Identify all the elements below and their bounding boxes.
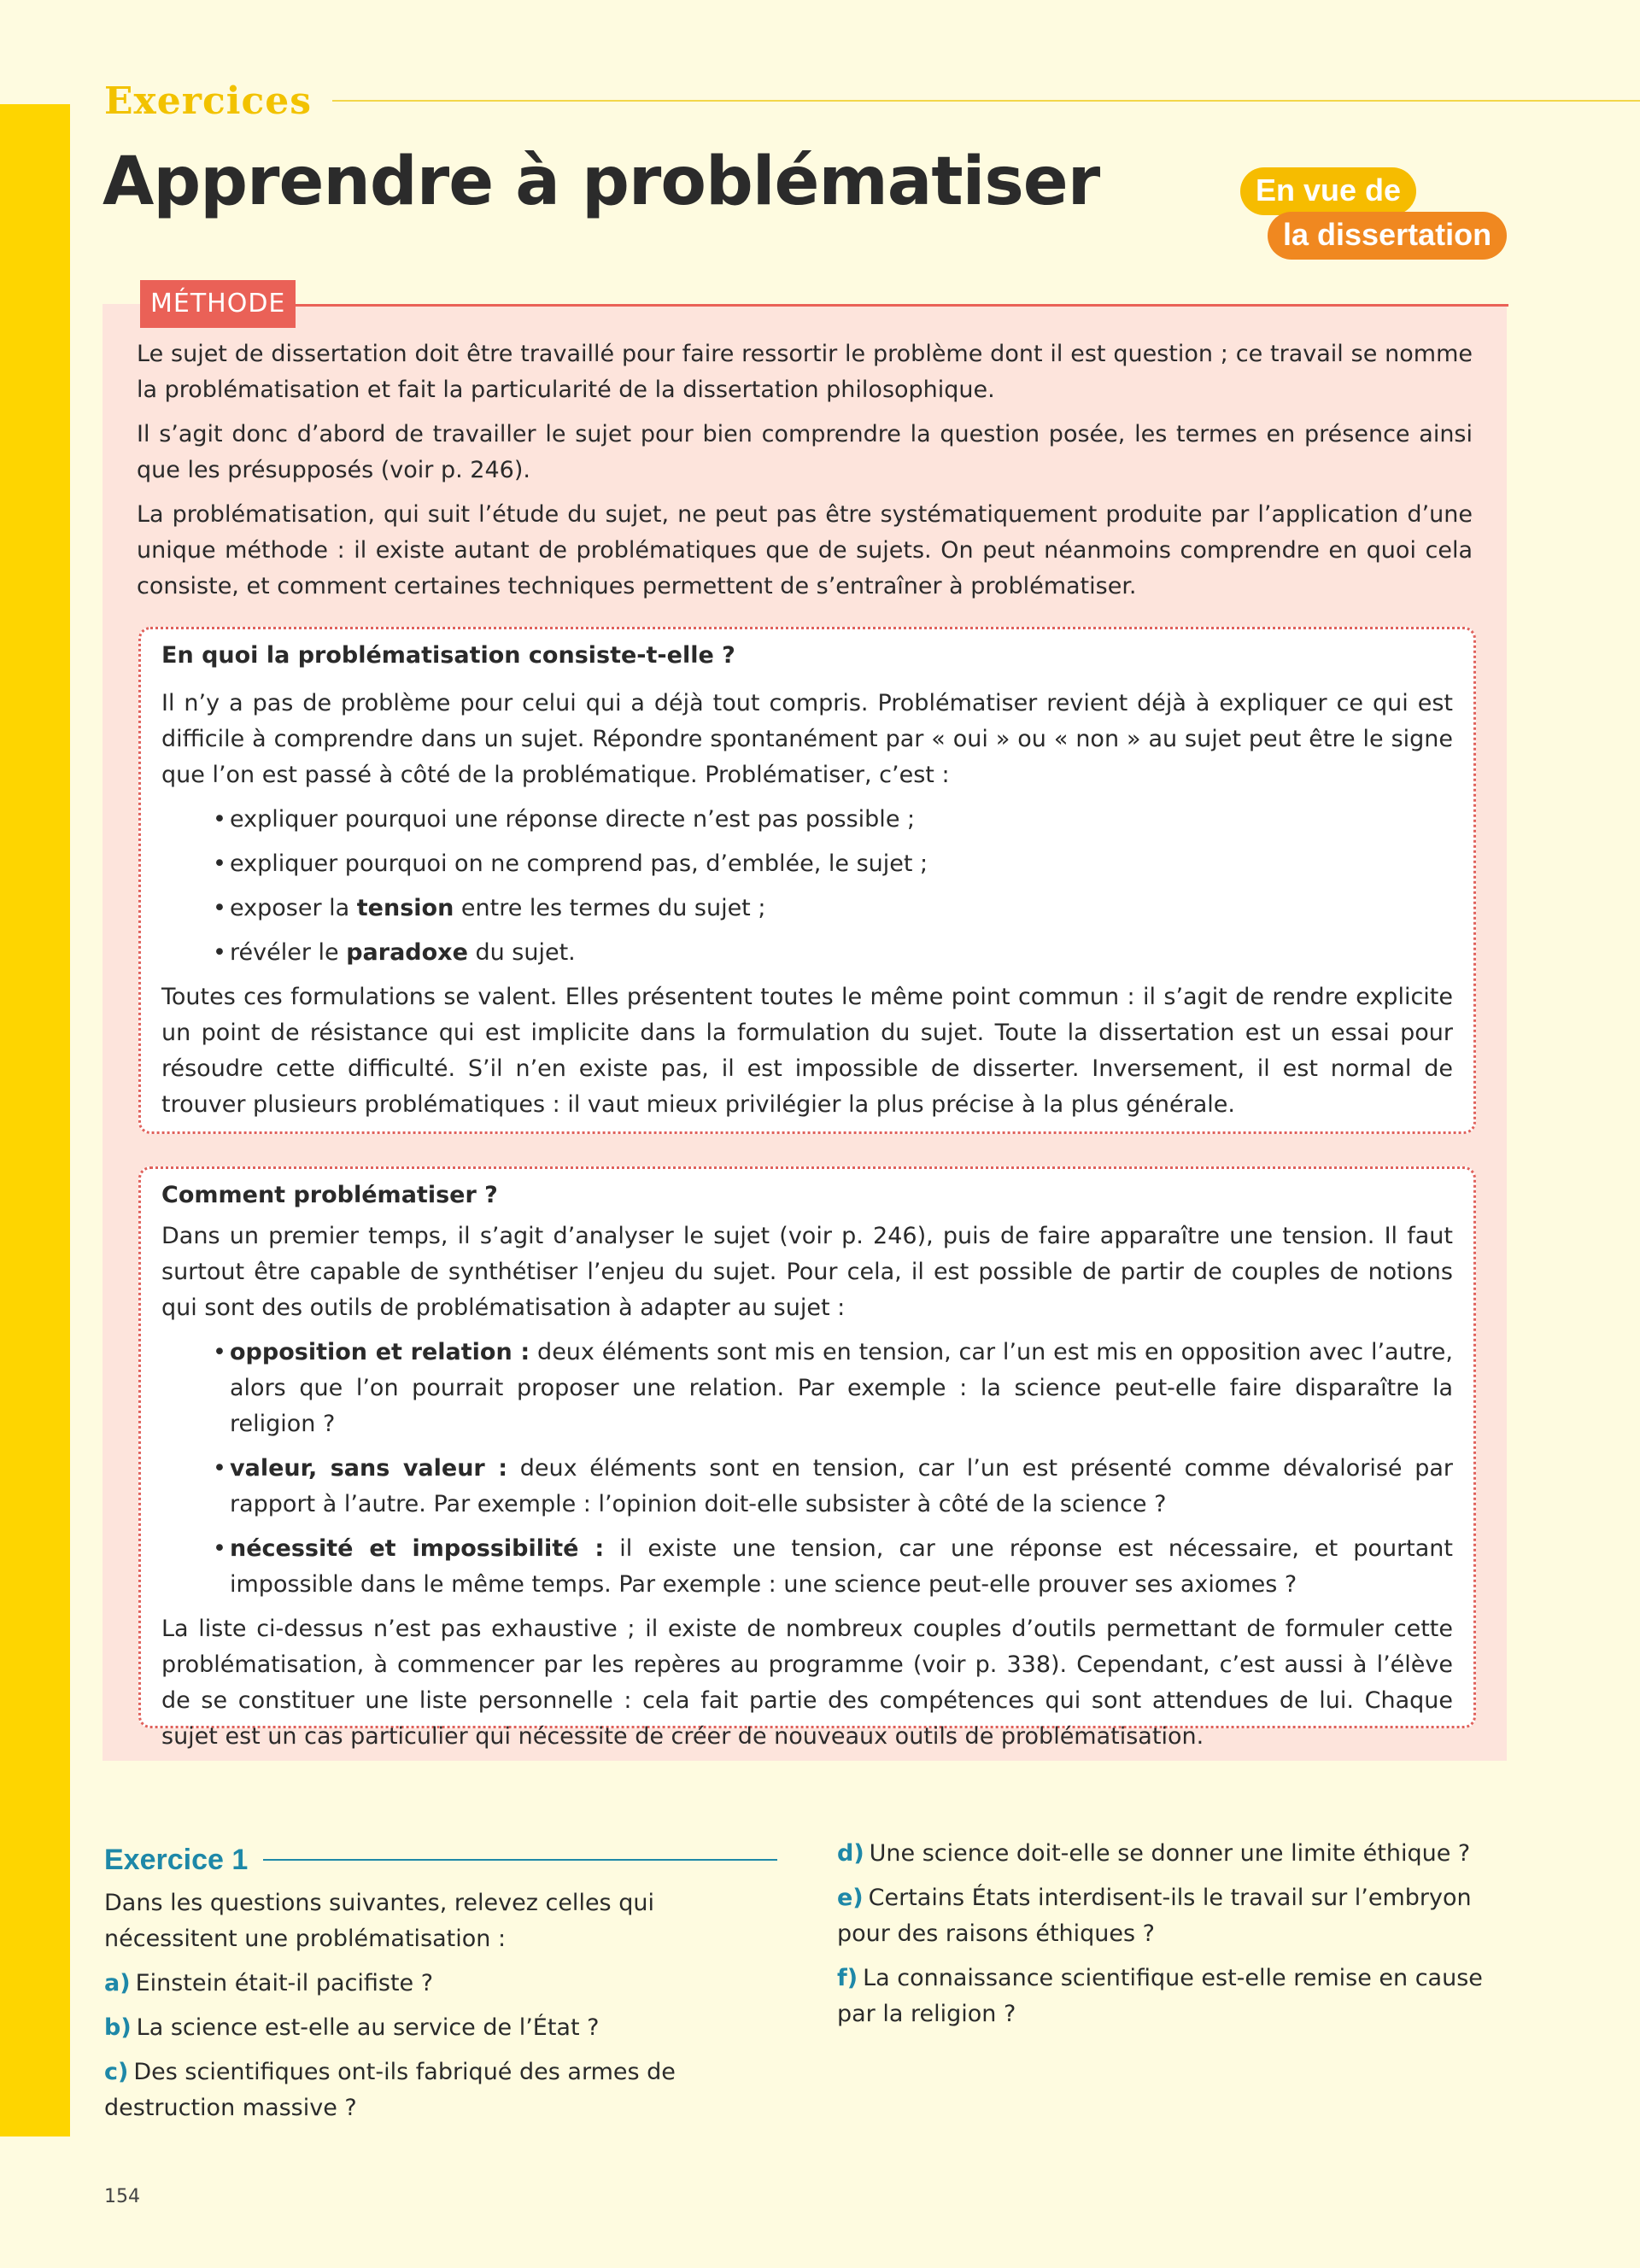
exercise-rule <box>263 1859 777 1861</box>
box-how-to-problematize <box>138 1166 1476 1750</box>
page-number: 154 <box>104 2186 140 2207</box>
question-letter: a) <box>104 1970 131 1996</box>
exercise-question: c) Des scientifiques ont-ils fabriqué des armes de destruction massive ? <box>104 2059 676 2121</box>
method-rule <box>290 304 1508 307</box>
tools-list <box>161 1335 1453 1603</box>
page-title: Apprendre à problématiser <box>102 143 1100 220</box>
exercise-instruction: Dans les questions suivantes, relevez celles qui nécessitent une problématisation : <box>104 1890 654 1952</box>
box-closing: Toutes ces formulations se valent. Elles présentent toutes le même point commun : il s’agit de rendre explicite un point de résistance qui est implicite dans la formulation du sujet. Toute la dissertation est un essai pour résoudre cette difficulté. S’il n’en existe pas, il est impossible de disserter. Inversement, il est normal de trouver plusieurs problématiques : il vaut mieux privilégier la plus précise à la plus générale. <box>161 984 1453 1118</box>
question-letter: b) <box>104 2014 132 2041</box>
method-tab: MÉTHODE <box>140 280 296 328</box>
intro-paragraph: La problématisation, qui suit l’étude du sujet, ne peut pas être systématiquement produite par l’application d’une unique méthode : il existe autant de problématiques que de sujets. On peut néanmoins comprendre en quoi cela consiste, et comment certaines techniques permettent de s’entraîner à problématiser. <box>137 501 1473 599</box>
keyword: valeur, sans valeur : <box>230 1455 508 1482</box>
list-item: • nécessité et impossibilité : il existe une tension, car une réponse est nécessaire, et pourtant impossible dans le même temps. Par exemple : une science peut-elle prouver ses axiomes ? <box>213 1531 1453 1603</box>
definition-list <box>161 802 1453 971</box>
method-intro <box>137 336 1473 613</box>
question-letter: c) <box>104 2059 129 2085</box>
box-title: En quoi la problématisation consiste-t-elle ? <box>161 642 735 669</box>
exercise-question: d) Une science doit-elle se donner une limite éthique ? <box>837 1840 1471 1867</box>
exercise-question: b) La science est-elle au service de l’État ? <box>104 2014 600 2041</box>
question-letter: d) <box>837 1840 864 1867</box>
exercise-question: a) Einstein était-il pacifiste ? <box>104 1970 434 1996</box>
section-label: Exercices <box>104 79 313 123</box>
exercise-column-right <box>837 1836 1512 2041</box>
box-title: Comment problématiser ? <box>161 1182 498 1208</box>
question-letter: e) <box>837 1885 864 1911</box>
badge-line-1: En vue de <box>1240 167 1416 215</box>
intro-paragraph: Il s’agit donc d’abord de travailler le sujet pour bien comprendre la question posée, les termes en présence ainsi que les présupposés (voir p. 246). <box>137 421 1473 483</box>
box-lead: Dans un premier temps, il s’agit d’analyser le sujet (voir p. 246), puis de faire apparaître une tension. Il faut surtout être capable de synthétiser l’enjeu du sujet. Pour cela, il est possible de partir de couples de notions qui sont des outils de problématisation à adapter au sujet : <box>161 1223 1453 1321</box>
keyword: opposition et relation : <box>230 1339 530 1365</box>
exercise-column-left <box>104 1836 777 2135</box>
intro-paragraph: Le sujet de dissertation doit être travaillé pour faire ressortir le problème dont il est question ; ce travail se nomme la problématisation et fait la particularité de la dissertation philosophique. <box>137 341 1473 403</box>
list-item: • valeur, sans valeur : deux éléments sont en tension, car l’un est présenté comme dévalorisé par rapport à l’autre. Par exemple : l’opinion doit-elle subsister à côté de la science ? <box>213 1451 1453 1523</box>
list-item: • expliquer pourquoi on ne comprend pas, d’emblée, le sujet ; <box>213 846 1453 882</box>
keyword: tension <box>356 895 454 921</box>
box-closing: La liste ci-dessus n’est pas exhaustive ; il existe de nombreux couples d’outils permettant de formuler cette problématisation, à commencer par les repères au programme (voir p. 338). Cependant, c’est aussi à l’élève de se constituer une liste personnelle : cela fait partie des compétences qui sont attendues de lui. Chaque sujet est un cas particulier qui nécessite de créer de nouveaux outils de problématisation. <box>161 1616 1453 1750</box>
box-lead: Il n’y a pas de problème pour celui qui a déjà tout compris. Problématiser revient déjà à expliquer ce qui est difficile à comprendre dans un sujet. Répondre spontanément par « oui » ou « non » au sujet peut être le signe que l’on est passé à côté de la problématique. Problématiser, c’est : <box>161 690 1453 788</box>
side-color-bar <box>0 104 70 2136</box>
exercise-title: Exercice 1 <box>104 1843 249 1876</box>
list-item: • révéler le paradoxe du sujet. <box>213 935 1453 971</box>
keyword: nécessité et impossibilité : <box>230 1535 605 1562</box>
list-item: • exposer la tension entre les termes du sujet ; <box>213 891 1453 926</box>
keyword: paradoxe <box>346 939 468 966</box>
question-letter: f) <box>837 1965 858 1991</box>
box-what-is-problematization <box>138 627 1476 1134</box>
exercise-question: f) La connaissance scientifique est-elle remise en cause par la religion ? <box>837 1965 1483 2027</box>
exercise-question: e) Certains États interdisent-ils le travail sur l’embryon pour des raisons éthiques ? <box>837 1885 1472 1947</box>
exercise-heading <box>104 1836 777 1884</box>
list-item: • expliquer pourquoi une réponse directe n’est pas possible ; <box>213 802 1453 838</box>
badge-line-2: la dissertation <box>1268 212 1507 260</box>
dissertation-badge <box>1240 167 1514 266</box>
section-eyebrow <box>104 75 1640 126</box>
section-rule <box>332 100 1640 102</box>
list-item: • opposition et relation : deux éléments sont mis en tension, car l’un est mis en opposition avec l’autre, alors que l’on pourrait proposer une relation. Par exemple : la science peut-elle faire disparaître la religion ? <box>213 1335 1453 1442</box>
